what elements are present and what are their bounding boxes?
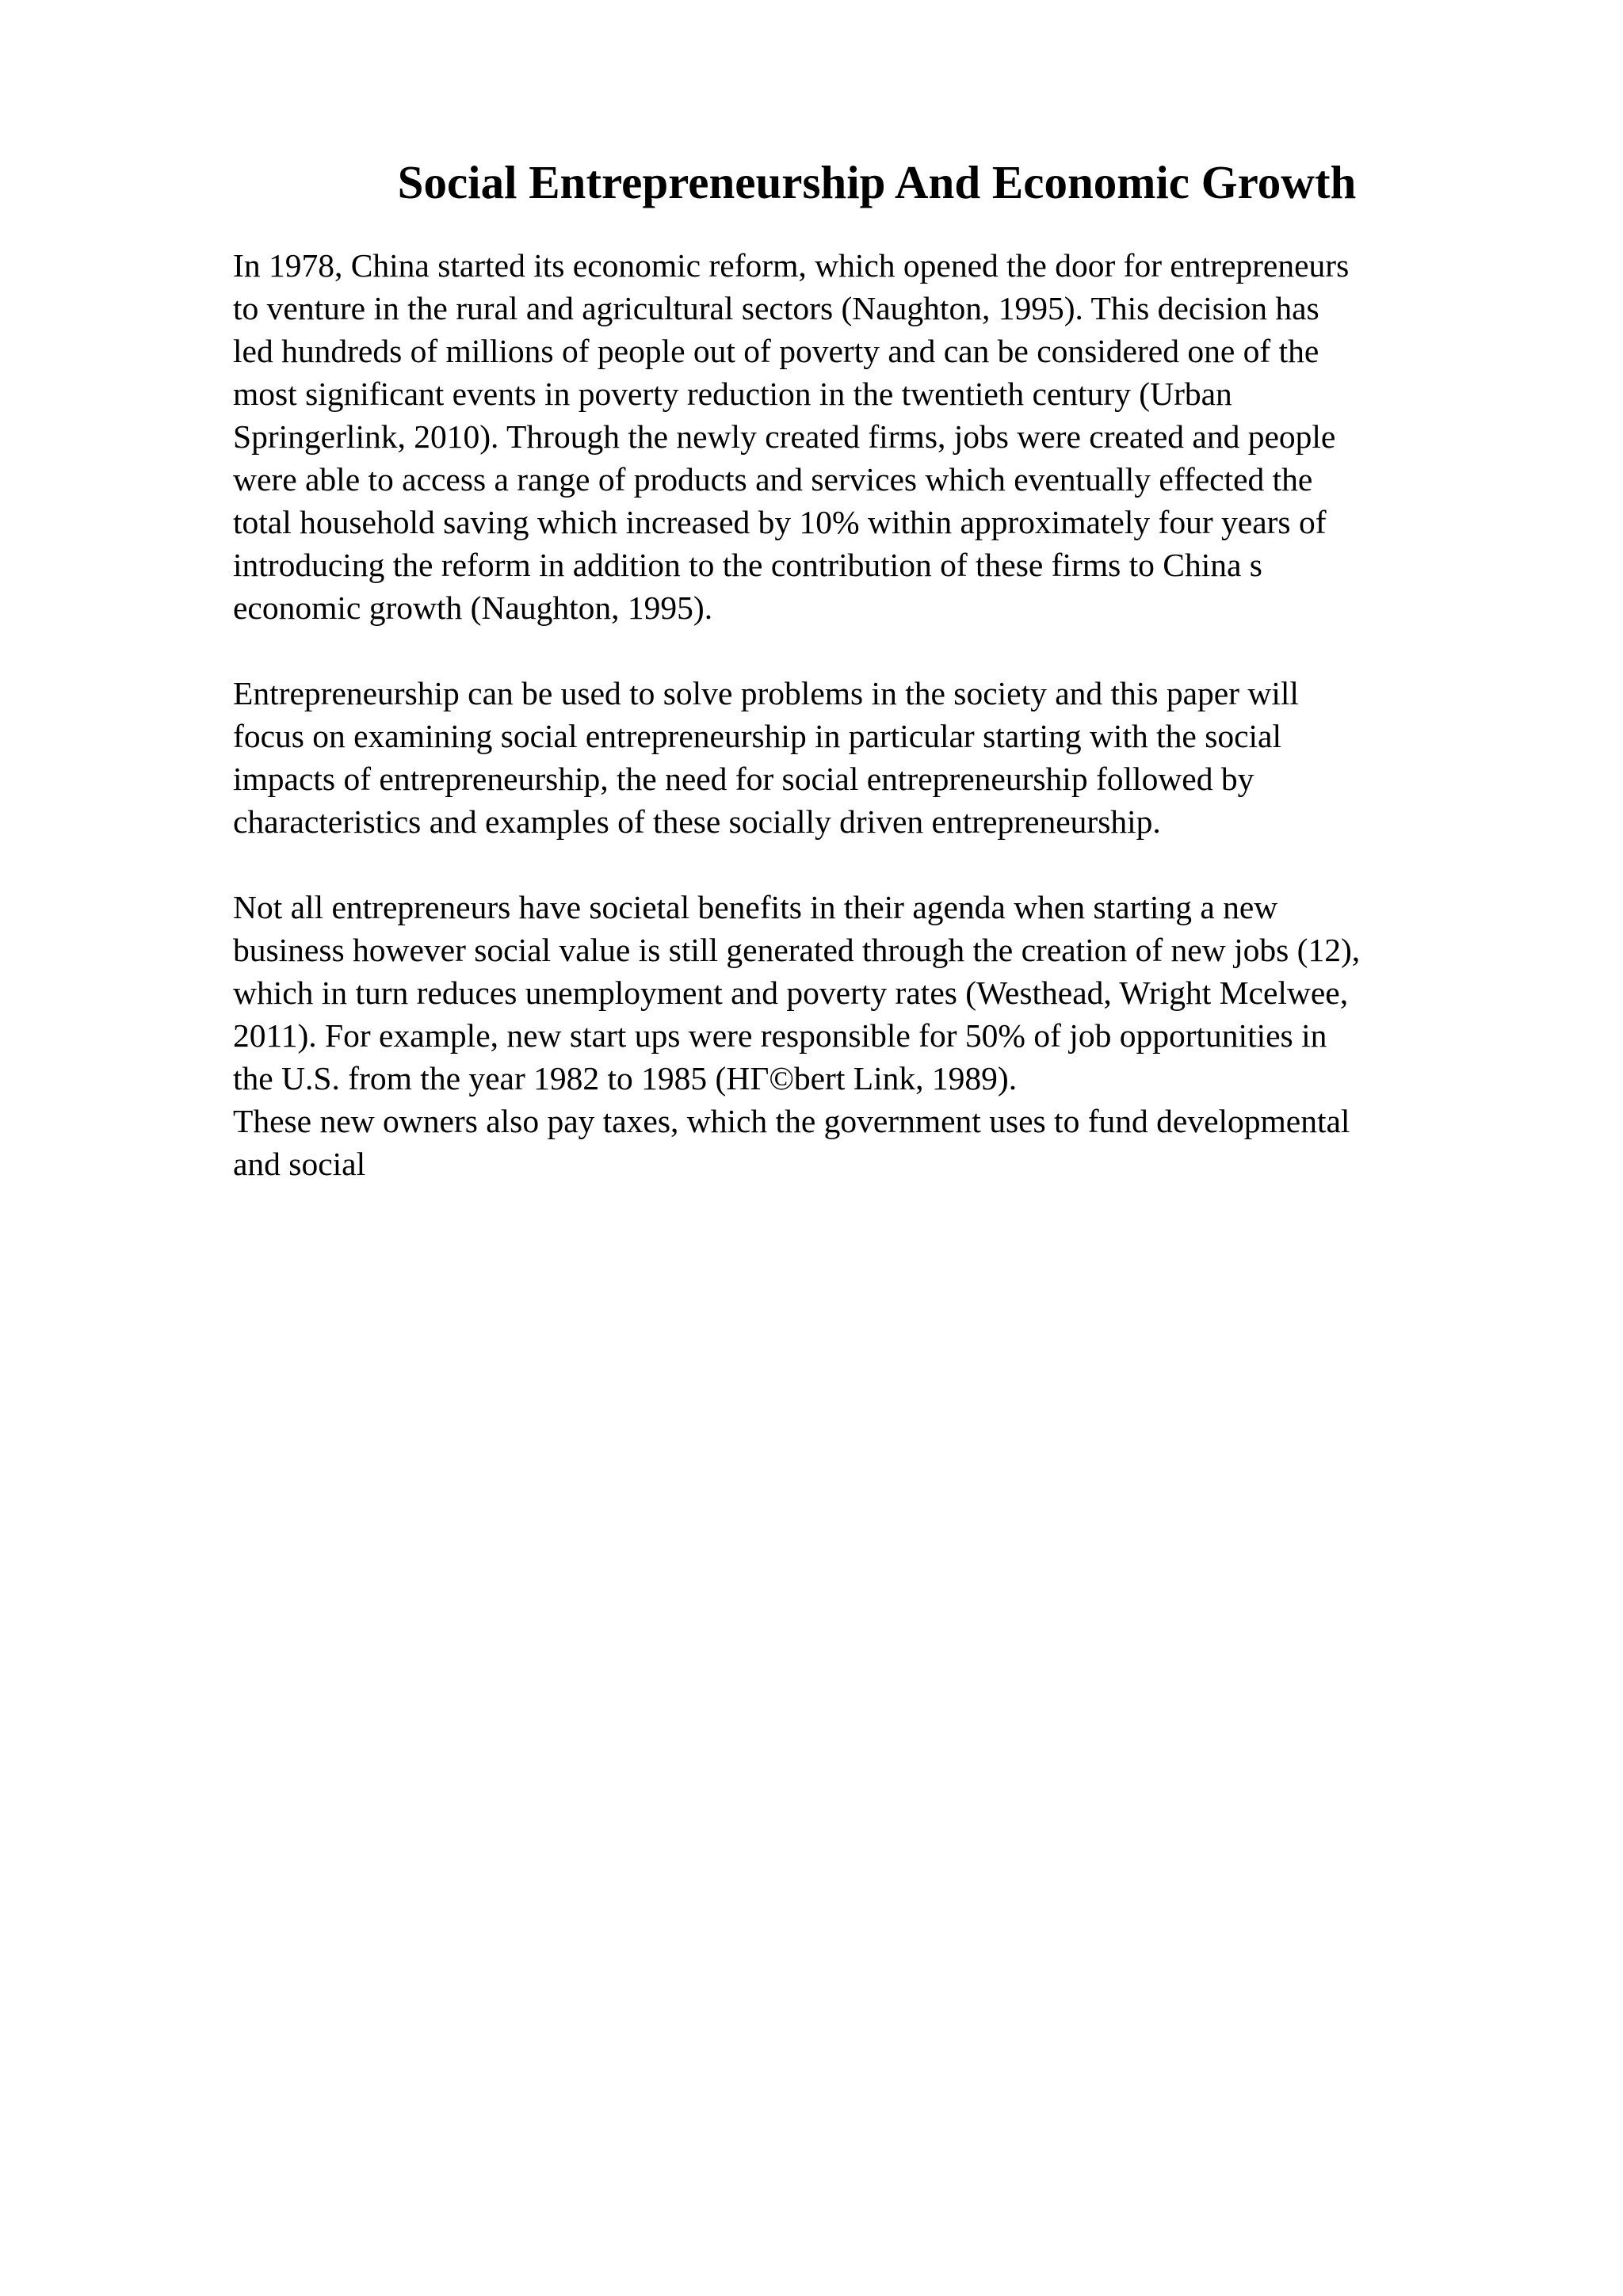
paragraph-spacer <box>233 629 1596 672</box>
text-line: led hundreds of millions of people out of poverty and can be considered one of the <box>233 333 1319 369</box>
text-line: focus on examining social entrepreneurship in particular starting with the social <box>233 718 1281 754</box>
document-title: Social Entrepreneurship And Economic Growth <box>397 156 1357 208</box>
text-line: total household saving which increased by 10% within approximately four years of <box>233 504 1327 540</box>
text-line: the U.S. from the year 1982 to 1985 (HГ©bert Link, 1989). <box>233 1060 1018 1097</box>
text-line: introducing the reform in addition to the contribution of these firms to China s <box>233 547 1262 583</box>
text-line: business however social value is still generated through the creation of new jobs (12), <box>233 932 1361 968</box>
text-line: economic growth (Naughton, 1995). <box>233 589 713 626</box>
paragraph-spacer <box>233 843 1596 886</box>
document-body <box>233 244 1596 1185</box>
text-line: and social <box>233 1146 366 1182</box>
paragraph-3 <box>233 886 1596 1185</box>
text-line: characteristics and examples of these socially driven entrepreneurship. <box>233 803 1161 840</box>
text-line: In 1978, China started its economic reform, which opened the door for entrepreneurs <box>233 247 1350 284</box>
text-line: These new owners also pay taxes, which the government uses to fund developmental <box>233 1103 1350 1139</box>
text-line: Entrepreneurship can be used to solve problems in the society and this paper will <box>233 675 1299 711</box>
text-line: to venture in the rural and agricultural sectors (Naughton, 1995). This decision has <box>233 290 1319 326</box>
text-line: which in turn reduces unemployment and poverty rates (Westhead, Wright Mcelwee, <box>233 974 1349 1011</box>
text-line: 2011). For example, new start ups were responsible for 50% of job opportunities in <box>233 1017 1327 1054</box>
paragraph-2 <box>233 672 1596 843</box>
text-line: impacts of entrepreneurship, the need for social entrepreneurship followed by <box>233 761 1254 797</box>
text-line: were able to access a range of products and services which eventually effected the <box>233 461 1313 498</box>
text-line: Springerlink, 2010). Through the newly created firms, jobs were created and people <box>233 418 1336 455</box>
text-line: most significant events in poverty reduction in the twentieth century (Urban <box>233 376 1232 412</box>
text-line: Not all entrepreneurs have societal benefits in their agenda when starting a new <box>233 889 1278 925</box>
paragraph-1 <box>233 244 1596 629</box>
